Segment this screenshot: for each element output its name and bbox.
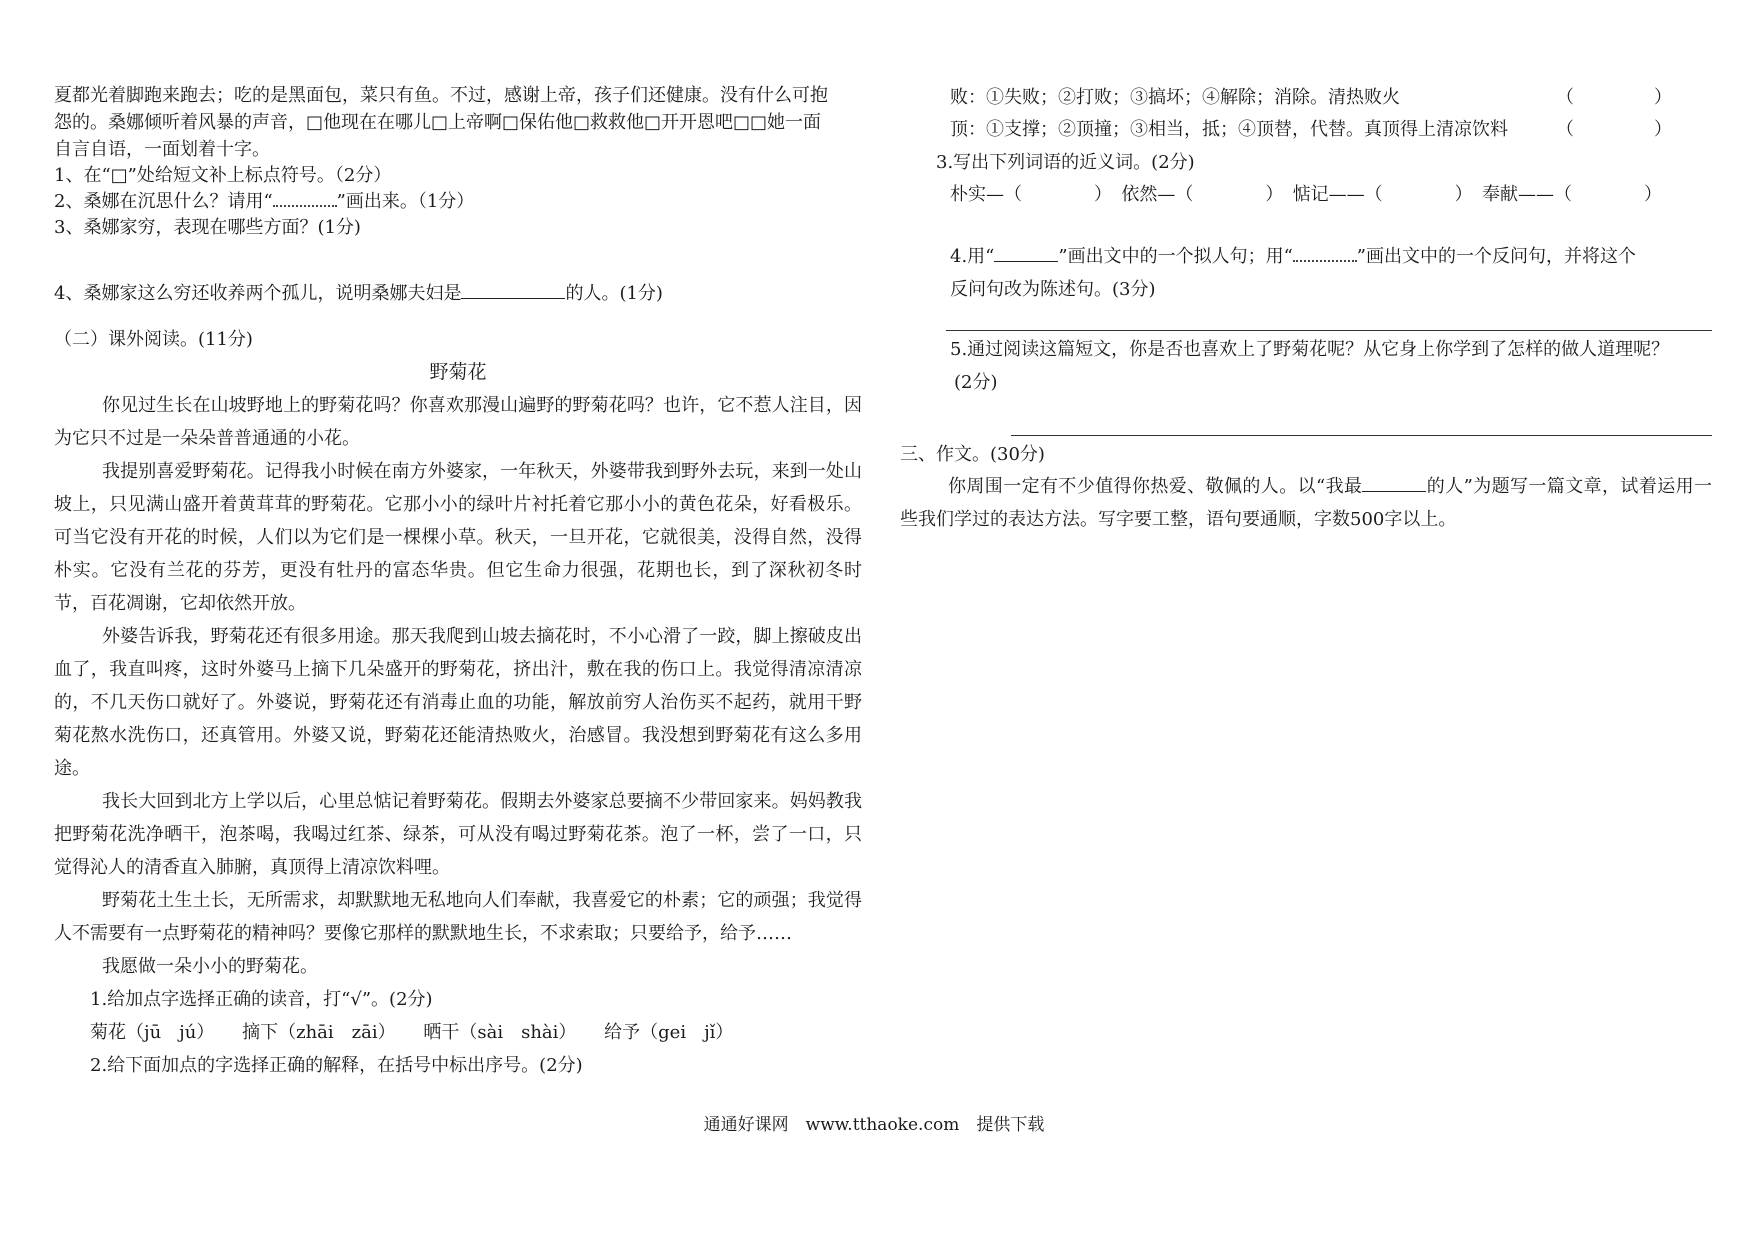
- intro-line-3: 自言自语，一面划着十字。: [54, 139, 270, 160]
- left-column: [54, 82, 862, 1082]
- question-2-text-a: 2、桑娜在沉思什么？请用“: [54, 191, 273, 212]
- answer-blank-q4[interactable]: [461, 282, 565, 299]
- question-4-text-a: 4、桑娜家这么穷还收养两个孤儿，说明桑娜夫妇是: [54, 283, 462, 304]
- exercise-5-points: (2分): [954, 372, 998, 393]
- paren-close-bai: ）: [1654, 87, 1672, 108]
- option-shaigan[interactable]: 晒干（sài shài）: [423, 1022, 577, 1043]
- exercise-1: 1.给加点字选择正确的读音，打“√”。(2分): [90, 989, 433, 1010]
- exercise-1-options: [54, 1016, 862, 1049]
- question-2-text-b: ”画出来。（1分）: [336, 191, 475, 212]
- section-3-heading: 三、作文。(30分): [900, 444, 1045, 465]
- definition-ding-text: 顶：①支撑；②顶撞；③相当，抵；④顶替，代替。真顶得上清凉饮料: [950, 119, 1508, 140]
- exercise-4-line-2: 反问句改为陈述句。(3分): [950, 279, 1156, 300]
- option-jiyu[interactable]: 给予（gei jǐ）: [604, 1022, 734, 1043]
- exercise-5: 5.通过阅读这篇短文，你是否也喜欢上了野菊花呢？从它身上你学到了怎样的做人道理呢？: [950, 339, 1670, 360]
- paren-open-ding: （: [1556, 119, 1574, 140]
- synonym-pushi[interactable]: 朴实—（ ）: [950, 184, 1112, 205]
- synonym-yiran[interactable]: 依然—（ ）: [1121, 184, 1284, 205]
- question-3: 3、桑娜家穷，表现在哪些方面？(1分): [54, 217, 361, 238]
- wavy-underline-sample-2: [1293, 246, 1357, 262]
- option-zhaixia[interactable]: 摘下（zhāi zāi）: [242, 1022, 396, 1043]
- question-4-text-b: 的人。(1分): [565, 283, 663, 304]
- essay-prompt-text-b: 的人”为题写一篇文章，试着运用一些我们学过的表达方法。写字要工整，语句要通顺，字数500字以上。: [900, 476, 1713, 530]
- story-paragraph-5: 野菊花土生土长，无所需求，却默默地无私地向人们奉献，我喜爱它的朴素；它的顽强；我觉得人不需要有一点野菊花的精神吗？要像它那样的默默地生长，不求索取；只要给予，给予……: [54, 890, 862, 944]
- wavy-underline-sample: [273, 191, 337, 207]
- intro-line-1: 夏都光着脚跑来跑去；吃的是黑面包，菜只有鱼。不过，感谢上帝，孩子们还健康。没有什么可抱: [54, 85, 828, 106]
- exercise-4: [900, 240, 1712, 273]
- answer-line-ex4[interactable]: [946, 330, 1712, 331]
- synonym-dianji[interactable]: 惦记——（ ）: [1292, 184, 1473, 205]
- exercise-2: 2.给下面加点的字选择正确的解释，在括号中标出序号。(2分): [90, 1055, 583, 1076]
- straight-underline-sample: [994, 245, 1058, 262]
- synonym-fengxian[interactable]: 奉献——（ ）: [1481, 184, 1662, 205]
- question-1: 1、在“□”处给短文补上标点符号。（2分）: [54, 165, 392, 186]
- definition-bai-text: 败：①失败；②打败；③搞坏；④解除；消除。清热败火: [950, 87, 1400, 108]
- essay-title-blank[interactable]: [1362, 475, 1426, 492]
- synonym-row: [900, 180, 1712, 210]
- option-juhua[interactable]: 菊花（jū jú）: [90, 1022, 215, 1043]
- definition-bai: [900, 82, 1712, 114]
- right-column: [900, 82, 1712, 536]
- exercise-4-text-b: ”画出文中的一个拟人句；用“: [1058, 246, 1293, 267]
- exercise-4-text-a: 4.用“: [950, 246, 995, 267]
- definition-ding: [900, 114, 1712, 146]
- exercise-4-text-c: ”画出文中的一个反问句，并将这个: [1356, 246, 1636, 267]
- footer-source: 通通好课网 www.tthaoke.com 提供下载: [703, 1115, 1045, 1135]
- story-paragraph-2: 我提别喜爱野菊花。记得我小时候在南方外婆家，一年秋天，外婆带我到野外去玩，来到一处山坡上，只见满山盛开着黄茸茸的野菊花。它那小小的绿叶片衬托着它那小小的黄色花朵，好看极乐。可当它没有开花的时候，人们以为它们是一棵棵小草。秋天，一旦开花，它就很美，没得自然，没得朴实。它没有兰花的芬芳，更没有牡丹的富态华贵。但它生命力很强，花期也长，到了深秋初冬时节，百花凋谢，它却依然开放。: [54, 461, 862, 614]
- intro-line-2: 怨的。桑娜倾听着风暴的声音，□他现在在哪儿□上帝啊□保佑他□救救他□开开恩吧□□她一面: [54, 112, 822, 133]
- exercise-3: 3.写出下列词语的近义词。(2分): [936, 152, 1195, 173]
- paren-close-ding: ）: [1654, 119, 1672, 140]
- section-2-heading: （二）课外阅读。(11分): [54, 329, 253, 350]
- story-title: 野菊花: [429, 361, 487, 383]
- essay-prompt: [900, 470, 1712, 536]
- answer-space-q3[interactable]: [54, 241, 862, 281]
- paren-open-bai: （: [1556, 87, 1574, 108]
- story-paragraph-6: 我愿做一朵小小的野菊花。: [102, 956, 318, 977]
- story-paragraph-4: 我长大回到北方上学以后，心里总惦记着野菊花。假期去外婆家总要摘不少带回家来。妈妈教我把野菊花洗净晒干，泡茶喝，我喝过红茶、绿茶，可从没有喝过野菊花茶。泡了一杯，尝了一口，只觉得沁人的清香直入肺腑，真顶得上清凉饮料哩。: [54, 791, 862, 878]
- essay-prompt-text-a: 你周围一定有不少值得你热爱、敬佩的人。以“我最: [948, 476, 1363, 497]
- question-4: [54, 281, 862, 307]
- story-paragraph-3: 外婆告诉我，野菊花还有很多用途。那天我爬到山坡去摘花时，不小心滑了一跤，脚上擦破皮出血了，我直叫疼，这时外婆马上摘下几朵盛开的野菊花，挤出汁，敷在我的伤口上。我觉得清凉清凉的，不几天伤口就好了。外婆说，野菊花还有消毒止血的功能，解放前穷人治伤买不起药，就用干野菊花熬水洗伤口，还真管用。外婆又说，野菊花还能清热败火，治感冒。我没想到野菊花有这么多用途。: [54, 626, 862, 779]
- story-paragraph-1: 你见过生长在山坡野地上的野菊花吗？你喜欢那漫山遍野的野菊花吗？也许，它不惹人注目，因为它只不过是一朵朵普普通通的小花。: [54, 395, 862, 449]
- question-2: [54, 189, 862, 215]
